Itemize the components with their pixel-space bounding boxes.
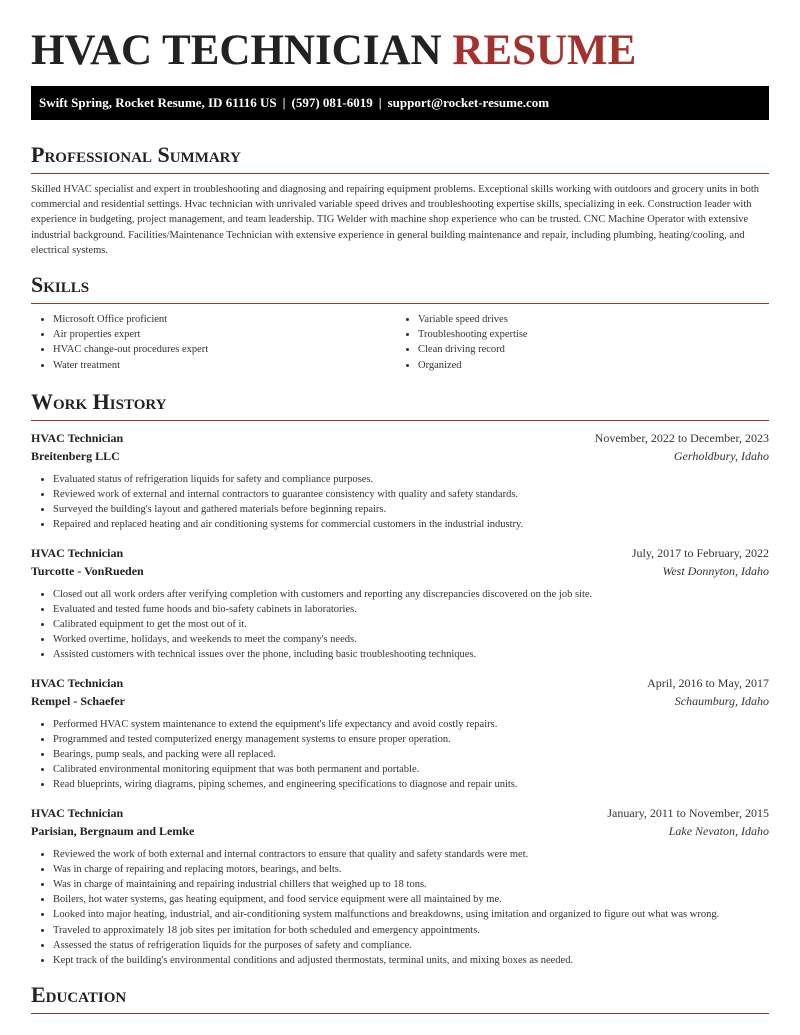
job-dates: July, 2017 to February, 2022 (631, 546, 769, 561)
job-bullet: • Looked into major heating, industrial, and air-conditioning system malfunctions and breakdowns, using imitation and organized to figure out what was wrong. (53, 907, 769, 922)
contact-separator: | (282, 95, 286, 110)
job-dates: November, 2022 to December, 2023 (594, 431, 769, 446)
education-heading: Education (31, 982, 769, 1014)
contact-email[interactable]: support@rocket-resume.com (387, 95, 550, 110)
resume-title (31, 0, 769, 86)
skill-item: • Clean driving record (418, 342, 758, 357)
skills-heading: Skills (31, 272, 769, 304)
job-entry (31, 805, 769, 969)
job-dates: January, 2011 to November, 2015 (607, 806, 769, 821)
job-location: Schaumburg, Idaho (674, 694, 769, 709)
education-section (31, 982, 769, 1014)
skill-item: • Water treatment (53, 358, 393, 373)
job-bullet: • Reviewed the work of both external and internal contractors to ensure that quality and safety standards were met. (53, 847, 769, 862)
job-bullets (31, 717, 769, 793)
job-location: Gerholdbury, Idaho (673, 449, 769, 464)
job-bullet: • Kept track of the building's environmental conditions and adjusted thermostats, terminal units, and mixing boxes as needed. (53, 953, 769, 968)
job-title: HVAC Technician (31, 431, 124, 446)
skill-item: • Microsoft Office proficient (53, 312, 393, 327)
job-bullet: • Boilers, hot water systems, gas heating equipment, and food service equipment were all maintained by me. (53, 892, 769, 907)
job-bullet: • Closed out all work orders after verifying completion with customers and reporting any discrepancies discovered on the job site. (53, 587, 769, 602)
job-bullets (31, 472, 769, 533)
contact-separator: | (378, 95, 382, 110)
skill-item: • Organized (418, 358, 758, 373)
job-bullet: • Assessed the status of refrigeration liquids for the purposes of safety and compliance. (53, 938, 769, 953)
job-bullet: • Calibrated equipment to get the most out of it. (53, 617, 769, 632)
skill-item: • Air properties expert (53, 327, 393, 342)
job-title: HVAC Technician (31, 806, 124, 821)
skill-item: • Variable speed drives (418, 312, 758, 327)
skill-item: • Troubleshooting expertise (418, 327, 758, 342)
contact-bar (31, 86, 769, 120)
title-main: HVAC TECHNICIAN (31, 27, 442, 74)
job-bullet: • Bearings, pump seals, and packing were all replaced. (53, 747, 769, 762)
job-bullet: • Was in charge of maintaining and repairing industrial chillers that weighed up to 18 tons. (53, 877, 769, 892)
skills-section (31, 272, 769, 373)
title-accent: RESUME (452, 27, 637, 74)
job-bullet: • Reviewed work of external and internal contractors to guarantee consistency with quality and safety standards. (53, 487, 769, 502)
job-company: Parisian, Bergnaum and Lemke (31, 824, 195, 839)
job-bullets (31, 587, 769, 663)
skills-column-left (31, 312, 393, 373)
job-bullet: • Read blueprints, wiring diagrams, piping schemes, and engineering specifications to diagnose and repair units. (53, 777, 769, 792)
skill-item: • HVAC change-out procedures expert (53, 342, 393, 357)
job-location: West Donnyton, Idaho (662, 564, 769, 579)
job-bullet: • Calibrated environmental monitoring equipment that was both permanent and portable. (53, 762, 769, 777)
job-entry (31, 545, 769, 663)
job-company: Breitenberg LLC (31, 449, 120, 464)
job-bullet: • Traveled to approximately 18 job sites per imitation for both scheduled and emergency appointments. (53, 923, 769, 938)
skills-column-right (393, 312, 758, 373)
job-title: HVAC Technician (31, 546, 124, 561)
skills-list (31, 312, 769, 373)
job-location: Lake Nevaton, Idaho (668, 824, 769, 839)
job-bullet: • Repaired and replaced heating and air conditioning systems for commercial customers in the industrial industry. (53, 517, 769, 532)
job-bullet: • Evaluated and tested fume hoods and bio-safety cabinets in laboratories. (53, 602, 769, 617)
job-bullet: • Was in charge of repairing and replacing motors, bearings, and belts. (53, 862, 769, 877)
summary-text: Skilled HVAC specialist and expert in troubleshooting and diagnosing and repairing equipment problems. Exceptional skills working with outdoors and grocery units in both commercial and residential settings. Hvac technician with unrivaled variable speed drives and troubleshooting expertise skills, specializing in eek. Construction leader with experience in budgeting, project management, and team leadership. TIG Welder with machine shop experience who can be trusted. CNC Machine Operator with extensive industrial background. Facilities/Maintenance Technician with extensive experience in general building maintenance and repair, including plumbing, heating/cooling, and electrical systems. (31, 184, 759, 256)
job-company: Rempel - Schaefer (31, 694, 125, 709)
job-bullet: • Programmed and tested computerized energy management systems to ensure proper operation. (53, 732, 769, 747)
contact-address: Swift Spring, Rocket Resume, ID 61116 US (39, 95, 277, 110)
job-bullet: • Evaluated status of refrigeration liquids for safety and compliance purposes. (53, 472, 769, 487)
job-title: HVAC Technician (31, 676, 124, 691)
job-entry (31, 430, 769, 533)
work-history-heading: Work History (31, 389, 769, 421)
job-dates: April, 2016 to May, 2017 (647, 676, 769, 691)
job-bullet: • Surveyed the building's layout and gathered materials before beginning repairs. (53, 502, 769, 517)
job-bullet: • Assisted customers with technical issues over the phone, including basic troubleshooting techniques. (53, 647, 769, 662)
contact-phone[interactable]: (597) 081-6019 (291, 95, 373, 110)
job-entry (31, 675, 769, 793)
job-bullets (31, 847, 769, 969)
job-bullet: • Worked overtime, holidays, and weekends to meet the company's needs. (53, 632, 769, 647)
job-bullet: • Performed HVAC system maintenance to extend the equipment's life expectancy and avoid costly repairs. (53, 717, 769, 732)
work-history-section (31, 389, 769, 968)
summary-heading: Professional Summary (31, 142, 769, 174)
job-company: Turcotte - VonRueden (31, 564, 144, 579)
summary-section (31, 142, 769, 258)
